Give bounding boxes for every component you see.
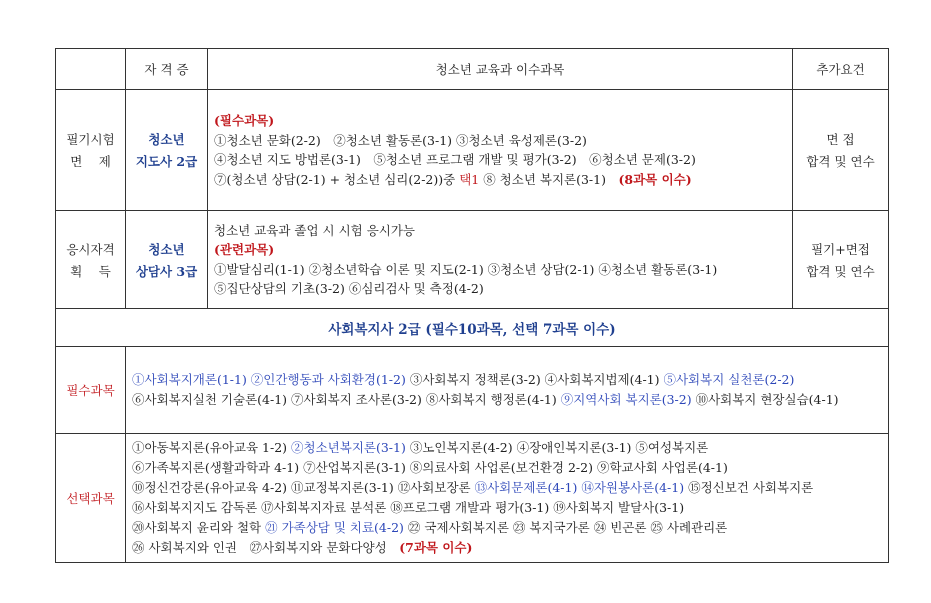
course-line-2: ④청소년 지도 방법론(3-1) ⑤청소년 프로그램 개발 및 평가(3-2) ⑥청소년 문제(3-2) — [214, 152, 696, 167]
course-line-1 — [132, 438, 882, 458]
course-line-2: ⑥가족복지론(생활과학과 4-1) ⑦산업복지론(3-1) ⑧의료사회 사업론(보건환경 2-2) ⑨학교사회 사업론(4-1) — [132, 460, 728, 475]
social-worker-banner-row — [56, 309, 889, 347]
course-line-4: ⑯사회복지지도 감독론 ⑰사회복지자료 분석론 ⑱프로그램 개발과 평가(3-1) ⑲사회복지 발달사(3-1) — [132, 500, 685, 515]
course-line-6 — [132, 538, 882, 558]
highlighted-courses: ⑬사회문제론(4-1) ⑭자원봉사론(4-1) — [474, 480, 685, 495]
course-line-2 — [132, 390, 882, 410]
exam-type-cell — [56, 90, 126, 211]
exam-type-line2: 면 제 — [70, 154, 111, 169]
requirements-cell — [793, 90, 889, 211]
certificate-line1: 청소년 — [148, 241, 185, 257]
courses-text: ㉒ 국제사회복지론 ㉓ 복지국가론 ㉔ 빈곤론 ㉕ 사례관리론 — [403, 520, 728, 535]
course-count-note: (8과목 이수) — [618, 171, 692, 187]
courses-text: ⑮정신보건 사회복지론 — [684, 480, 814, 495]
course-line-3 — [132, 478, 882, 498]
header-requirements: 추가요건 — [793, 49, 889, 90]
course-line-3 — [214, 170, 786, 190]
highlighted-courses: ㉑ 가족상담 및 치료(4-2) — [265, 520, 404, 535]
requirements-cell — [793, 211, 889, 309]
youth-counselor-row — [56, 211, 889, 309]
requirement-line2: 합격 및 연수 — [806, 154, 875, 169]
certificate-cell — [126, 90, 208, 211]
header-certificate: 자 격 증 — [126, 49, 208, 90]
exam-type-line2: 획 득 — [70, 263, 111, 279]
required-label: 필수과목 — [56, 347, 126, 434]
required-courses-cell — [208, 90, 793, 211]
course-line-1: ①발달심리(1-1) ②청소년학습 이론 및 지도(2-1) ③청소년 상담(2-1) ④청소년 활동론(3-1) — [214, 261, 718, 277]
elective-label: 선택과목 — [56, 434, 126, 563]
youth-instructor-row — [56, 90, 889, 211]
related-courses-cell — [208, 211, 793, 309]
courses-text: ⑳사회복지 윤리와 철학 — [132, 520, 266, 535]
course-line-3-text-b: ⑧ 청소년 복지론(3-1) — [479, 171, 619, 187]
requirement-line1: 면 접 — [826, 132, 855, 147]
related-courses-title: (관련과목) — [214, 242, 275, 257]
eligibility-note: 청소년 교육과 졸업 시 시험 응시가능 — [214, 222, 415, 238]
certificate-line1: 청소년 — [148, 132, 185, 147]
highlighted-courses: ②청소년복지론(3-1) — [291, 440, 406, 455]
header-row — [56, 49, 889, 90]
exam-type-line1: 필기시험 — [66, 132, 115, 147]
courses-text: ⑩정신건강론(유아교육 4-2) ⑪교정복지론(3-1) ⑫사회보장론 — [132, 480, 475, 495]
social-required-row — [56, 347, 889, 434]
highlighted-courses: ①사회복지개론(1-1) ②인간행동과 사회환경(1-2) — [132, 372, 406, 387]
courses-text: ③사회복지 정책론(3-2) ④사회복지법제(4-1) — [405, 372, 664, 387]
exam-type-line1: 응시자격 — [66, 241, 115, 257]
requirement-line2: 합격 및 연수 — [806, 263, 875, 279]
courses-text: ⑩사회복지 현장실습(4-1) — [691, 392, 839, 407]
social-elective-row — [56, 434, 889, 563]
header-courses: 청소년 교육과 이수과목 — [208, 49, 793, 90]
required-courses-title: (필수과목) — [214, 113, 275, 128]
exam-type-cell — [56, 211, 126, 309]
choose-one-note: 택1 — [459, 171, 480, 187]
highlighted-courses: ⑨지역사회 복지론(3-2) — [560, 392, 692, 407]
course-line-1: ①청소년 문화(2-2) ②청소년 활동론(3-1) ③청소년 육성제론(3-2) — [214, 132, 587, 148]
requirement-line1: 필기+면접 — [811, 241, 870, 257]
social-required-courses — [126, 347, 889, 434]
social-elective-courses — [126, 434, 889, 563]
curriculum-table — [55, 48, 889, 563]
course-line-1 — [132, 370, 882, 390]
courses-text: ⑥사회복지실천 기술론(4-1) ⑦사회복지 조사론(3-2) ⑧사회복지 행정론(4-1) — [132, 392, 561, 407]
courses-text: ①아동복지론(유아교육 1-2) — [132, 440, 292, 455]
certificate-line2: 상담사 3급 — [135, 263, 198, 279]
certificate-line2: 지도사 2급 — [135, 154, 198, 169]
courses-text: ③노인복지론(4-2) ④장애인복지론(3-1) ⑤여성복지론 — [405, 440, 709, 455]
course-line-3-text-a: ⑦(청소년 상담(2-1) + 청소년 심리(2-2))중 — [214, 171, 460, 187]
course-line-2: ⑤집단상담의 기초(3-2) ⑥심리검사 및 측정(4-2) — [214, 281, 484, 296]
social-worker-banner: 사회복지사 2급 (필수10과목, 선택 7과목 이수) — [56, 309, 889, 347]
highlighted-courses: ⑤사회복지 실천론(2-2) — [663, 372, 795, 387]
header-empty-cell — [56, 49, 126, 90]
course-count-note: (7과목 이수) — [399, 540, 473, 555]
courses-text: ㉖ 사회복지와 인권 ㉗사회복지와 문화다양성 — [132, 540, 400, 555]
course-line-5 — [132, 518, 882, 538]
certificate-cell — [126, 211, 208, 309]
